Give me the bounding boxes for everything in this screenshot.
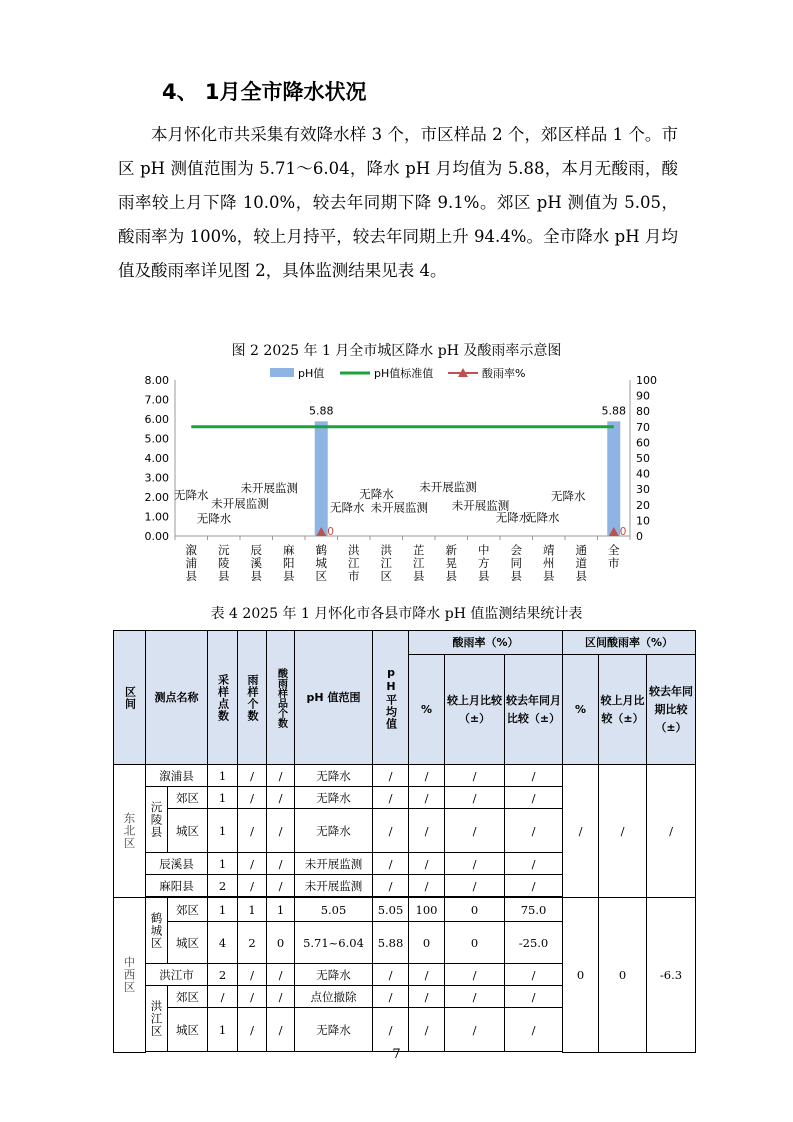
acid-rate-label: 0 bbox=[619, 526, 627, 538]
samples-cell: 1 bbox=[208, 898, 238, 922]
category-annotation: 无降水 bbox=[359, 486, 394, 501]
acid-cell: / bbox=[267, 765, 295, 787]
mean-cell: / bbox=[373, 853, 409, 875]
range-cell: 5.71~6.04 bbox=[295, 922, 373, 964]
range-cell: 无降水 bbox=[295, 787, 373, 809]
mean-cell: / bbox=[373, 809, 409, 853]
yoy-cell: / bbox=[505, 787, 563, 809]
sub-site-cell: 郊区 bbox=[168, 898, 208, 922]
acid-rate-label: 0 bbox=[327, 526, 334, 538]
y-left-tick-label: 3.00 bbox=[144, 471, 169, 485]
yoy-cell: / bbox=[505, 1008, 563, 1052]
y-right-tick-label: 50 bbox=[636, 452, 650, 465]
range-cell: 未开展监测 bbox=[295, 853, 373, 875]
rain-cell: / bbox=[238, 964, 267, 986]
x-tick-label: 辰溪县 bbox=[250, 543, 262, 583]
sub-site-cell: 郊区 bbox=[168, 986, 208, 1008]
legend-label-rate: 酸雨率% bbox=[482, 367, 526, 380]
table-row bbox=[114, 898, 696, 922]
prev-cell: 0 bbox=[445, 922, 505, 964]
legend-label-ph: pH值 bbox=[298, 367, 325, 380]
y-left-tick-label: 0.00 bbox=[144, 530, 169, 543]
range-cell: 无降水 bbox=[295, 765, 373, 787]
acid-cell: / bbox=[267, 964, 295, 986]
header-region: 区间 bbox=[114, 631, 146, 765]
zone-yoy-cell: / bbox=[647, 765, 696, 898]
category-annotation: 未开展监测 bbox=[419, 480, 477, 495]
prev-cell: / bbox=[445, 765, 505, 787]
x-tick-label: 洪江区 bbox=[380, 543, 392, 583]
yoy-cell: / bbox=[505, 875, 563, 897]
samples-cell: 1 bbox=[208, 765, 238, 787]
mean-cell: 5.88 bbox=[373, 922, 409, 964]
acid-cell: / bbox=[267, 787, 295, 809]
samples-cell: 4 bbox=[208, 922, 238, 964]
pct-cell: / bbox=[409, 809, 445, 853]
pct-cell: / bbox=[409, 787, 445, 809]
prev-cell: 0 bbox=[445, 898, 505, 922]
y-right-tick-label: 30 bbox=[636, 483, 650, 497]
acid-cell: / bbox=[267, 986, 295, 1008]
header-rain-samples: 雨样个数 bbox=[238, 631, 267, 765]
y-left-tick-label: 4.00 bbox=[144, 452, 169, 465]
acid-cell: / bbox=[267, 875, 295, 897]
region-cell: 中西区 bbox=[114, 898, 146, 1053]
figure-caption: 图 2 2025 年 1 月全市城区降水 pH 及酸雨率示意图 bbox=[231, 343, 562, 359]
mean-cell: / bbox=[373, 875, 409, 897]
yoy-cell: / bbox=[505, 986, 563, 1008]
y-right-tick-label: 40 bbox=[636, 467, 650, 481]
samples-cell: 1 bbox=[208, 809, 238, 853]
range-cell: 无降水 bbox=[295, 964, 373, 986]
y-right-tick-label: 60 bbox=[636, 436, 650, 450]
range-cell: 5.05 bbox=[295, 898, 373, 922]
yoy-cell: 75.0 bbox=[505, 898, 563, 922]
category-annotation: 无降水 bbox=[551, 488, 586, 503]
mean-cell: / bbox=[373, 986, 409, 1008]
pct-cell: / bbox=[409, 1008, 445, 1052]
header-ph-mean: pH平均值 bbox=[373, 631, 409, 765]
mean-cell: / bbox=[373, 1008, 409, 1052]
x-tick-label: 洪江市 bbox=[348, 543, 360, 583]
category-annotation: 无降水 bbox=[525, 510, 560, 525]
range-cell: 无降水 bbox=[295, 809, 373, 853]
region-cell: 东北区 bbox=[114, 765, 146, 898]
category-annotation: 未开展监测 bbox=[240, 481, 298, 496]
prev-cell: / bbox=[445, 809, 505, 853]
ph-bar bbox=[315, 421, 328, 536]
zone-prev-cell: / bbox=[599, 765, 647, 898]
header-ph-range: pH 值范围 bbox=[295, 631, 373, 765]
page-number: 7 bbox=[392, 1047, 401, 1062]
y-right-tick-label: 20 bbox=[636, 498, 650, 512]
x-tick-label: 芷江县 bbox=[413, 543, 425, 583]
pct-cell: / bbox=[409, 986, 445, 1008]
header-site: 测点名称 bbox=[146, 631, 208, 765]
rain-cell: / bbox=[238, 765, 267, 787]
site-cell: 麻阳县 bbox=[146, 875, 208, 897]
x-tick-label: 靖州县 bbox=[543, 543, 555, 583]
rain-cell: / bbox=[238, 1008, 267, 1052]
rain-cell: 2 bbox=[238, 922, 267, 964]
rain-cell: / bbox=[238, 986, 267, 1008]
header-samples: 采样点数 bbox=[208, 631, 238, 765]
mean-cell: / bbox=[373, 787, 409, 809]
header-zone-yoy: 较去年同期比较（±） bbox=[647, 655, 696, 765]
site-cell: 辰溪县 bbox=[146, 853, 208, 875]
sub-site-cell: 城区 bbox=[168, 1008, 208, 1052]
prev-cell: / bbox=[445, 1008, 505, 1052]
y-left-tick-label: 2.00 bbox=[144, 491, 169, 504]
zone-prev-cell: 0 bbox=[599, 898, 647, 1053]
x-tick-label: 会同县 bbox=[510, 543, 522, 583]
bar-value-label: 5.88 bbox=[601, 404, 626, 418]
y-right-tick-label: 90 bbox=[636, 389, 650, 403]
yoy-cell: / bbox=[505, 809, 563, 853]
prev-cell: / bbox=[445, 875, 505, 897]
pct-cell: / bbox=[409, 853, 445, 875]
section-heading: 4、 1月全市降水状况 bbox=[162, 80, 367, 104]
ph-results-table bbox=[113, 630, 696, 1053]
x-tick-label: 中方县 bbox=[478, 543, 490, 583]
mean-cell: / bbox=[373, 765, 409, 787]
header-zone-prev: 较上月比较（±） bbox=[599, 655, 647, 765]
site-cell: 洪江市 bbox=[146, 964, 208, 986]
y-right-tick-label: 70 bbox=[636, 420, 650, 434]
legend-label-standard: pH值标准值 bbox=[374, 367, 434, 380]
category-annotation: 无降水 bbox=[330, 500, 365, 515]
y-right-tick-label: 10 bbox=[636, 514, 650, 528]
y-right-tick-label: 100 bbox=[636, 374, 657, 387]
x-tick-label: 沅陵县 bbox=[218, 543, 230, 583]
rain-cell: / bbox=[238, 853, 267, 875]
prev-cell: / bbox=[445, 853, 505, 875]
yoy-cell: / bbox=[505, 765, 563, 787]
acid-cell: / bbox=[267, 853, 295, 875]
x-tick-label: 新晃县 bbox=[445, 543, 457, 583]
county-cell: 鹤城区 bbox=[146, 898, 168, 964]
pct-cell: / bbox=[409, 964, 445, 986]
category-annotation: 未开展监测 bbox=[370, 500, 428, 515]
acid-cell: / bbox=[267, 809, 295, 853]
table-caption: 表 4 2025 年 1 月怀化市各县市降水 pH 值监测结果统计表 bbox=[210, 606, 583, 622]
table-row bbox=[114, 765, 696, 787]
section-paragraph: 本月怀化市共采集有效降水样 3 个，市区样品 2 个，郊区样品 1 个。市区 pH 测值范围为 5.71～6.04，降水 pH 月均值为 5.88，本月无酸雨，酸雨率较上月下降 10.0%，较去年同期下降 9.1%。郊区 pH 测值为 5.05，酸雨率为 100%，较上月持平，较去年同期上升 94.4%。全市降水 pH 月均值及酸雨率详见图 2，具体监测结果见表 4。 bbox=[118, 125, 678, 280]
category-annotation: 无降水 bbox=[495, 510, 531, 525]
y-left-tick-label: 7.00 bbox=[144, 393, 169, 407]
y-left-tick-label: 5.00 bbox=[144, 432, 169, 446]
samples-cell: / bbox=[208, 986, 238, 1008]
y-right-tick-label: 80 bbox=[636, 405, 650, 419]
y-left-tick-label: 6.00 bbox=[144, 413, 169, 426]
range-cell: 未开展监测 bbox=[295, 875, 373, 897]
x-tick-label: 鹤城区 bbox=[315, 543, 327, 583]
rain-cell: / bbox=[238, 875, 267, 897]
x-tick-label: 麻阳县 bbox=[283, 543, 295, 583]
mean-cell: / bbox=[373, 964, 409, 986]
header-acid-samples: 酸雨样品个数 bbox=[267, 631, 295, 765]
samples-cell: 2 bbox=[208, 875, 238, 897]
samples-cell: 1 bbox=[208, 1008, 238, 1052]
header-acid-rate: 酸雨率（%） bbox=[409, 631, 563, 655]
yoy-cell: -25.0 bbox=[505, 922, 563, 964]
ph-bar bbox=[607, 421, 620, 536]
y-right-tick-label: 0 bbox=[636, 530, 643, 543]
samples-cell: 1 bbox=[208, 787, 238, 809]
pct-cell: 0 bbox=[409, 922, 445, 964]
yoy-cell: / bbox=[505, 853, 563, 875]
sub-site-cell: 城区 bbox=[168, 922, 208, 964]
header-acid-prev: 较上月比较（±） bbox=[445, 655, 505, 765]
yoy-cell: / bbox=[505, 964, 563, 986]
samples-cell: 2 bbox=[208, 964, 238, 986]
prev-cell: / bbox=[445, 964, 505, 986]
prev-cell: / bbox=[445, 787, 505, 809]
acid-cell: 1 bbox=[267, 898, 295, 922]
category-annotation: 无降水 bbox=[196, 511, 232, 526]
x-tick-label: 通道县 bbox=[575, 543, 587, 583]
range-cell: 无降水 bbox=[295, 1008, 373, 1052]
county-cell: 洪江区 bbox=[146, 986, 168, 1052]
site-cell: 溆浦县 bbox=[146, 765, 208, 787]
legend-swatch-ph bbox=[270, 368, 294, 377]
header-zone-rate: 区间酸雨率（%） bbox=[563, 631, 696, 655]
zone-pct-cell: / bbox=[563, 765, 599, 898]
zone-pct-cell: 0 bbox=[563, 898, 599, 1053]
pct-cell: / bbox=[409, 765, 445, 787]
range-cell: 点位撤除 bbox=[295, 986, 373, 1008]
county-cell: 沅陵县 bbox=[146, 787, 168, 853]
mean-cell: 5.05 bbox=[373, 898, 409, 922]
ph-acid-rain-chart bbox=[120, 366, 680, 596]
header-acid-yoy: 较去年同月比较（±） bbox=[505, 655, 563, 765]
sub-site-cell: 城区 bbox=[168, 809, 208, 853]
x-tick-label: 溆浦县 bbox=[185, 543, 197, 583]
category-annotation: 未开展监测 bbox=[211, 496, 269, 511]
rain-cell: / bbox=[238, 809, 267, 853]
header-zone-pct: % bbox=[563, 655, 599, 765]
x-tick-label: 全市 bbox=[608, 543, 620, 570]
pct-cell: 100 bbox=[409, 898, 445, 922]
acid-cell: / bbox=[267, 1008, 295, 1052]
pct-cell: / bbox=[409, 875, 445, 897]
rain-cell: / bbox=[238, 787, 267, 809]
sub-site-cell: 郊区 bbox=[168, 787, 208, 809]
y-left-tick-label: 1.00 bbox=[144, 510, 169, 524]
rain-cell: 1 bbox=[238, 898, 267, 922]
category-annotation: 未开展监测 bbox=[451, 498, 510, 513]
bar-value-label: 5.88 bbox=[309, 404, 334, 418]
y-left-tick-label: 8.00 bbox=[144, 374, 169, 387]
prev-cell: / bbox=[445, 986, 505, 1008]
acid-cell: 0 bbox=[267, 922, 295, 964]
category-annotation: 无降水 bbox=[174, 487, 209, 502]
header-acid-pct: % bbox=[409, 655, 445, 765]
samples-cell: 1 bbox=[208, 853, 238, 875]
zone-yoy-cell: -6.3 bbox=[647, 898, 696, 1053]
